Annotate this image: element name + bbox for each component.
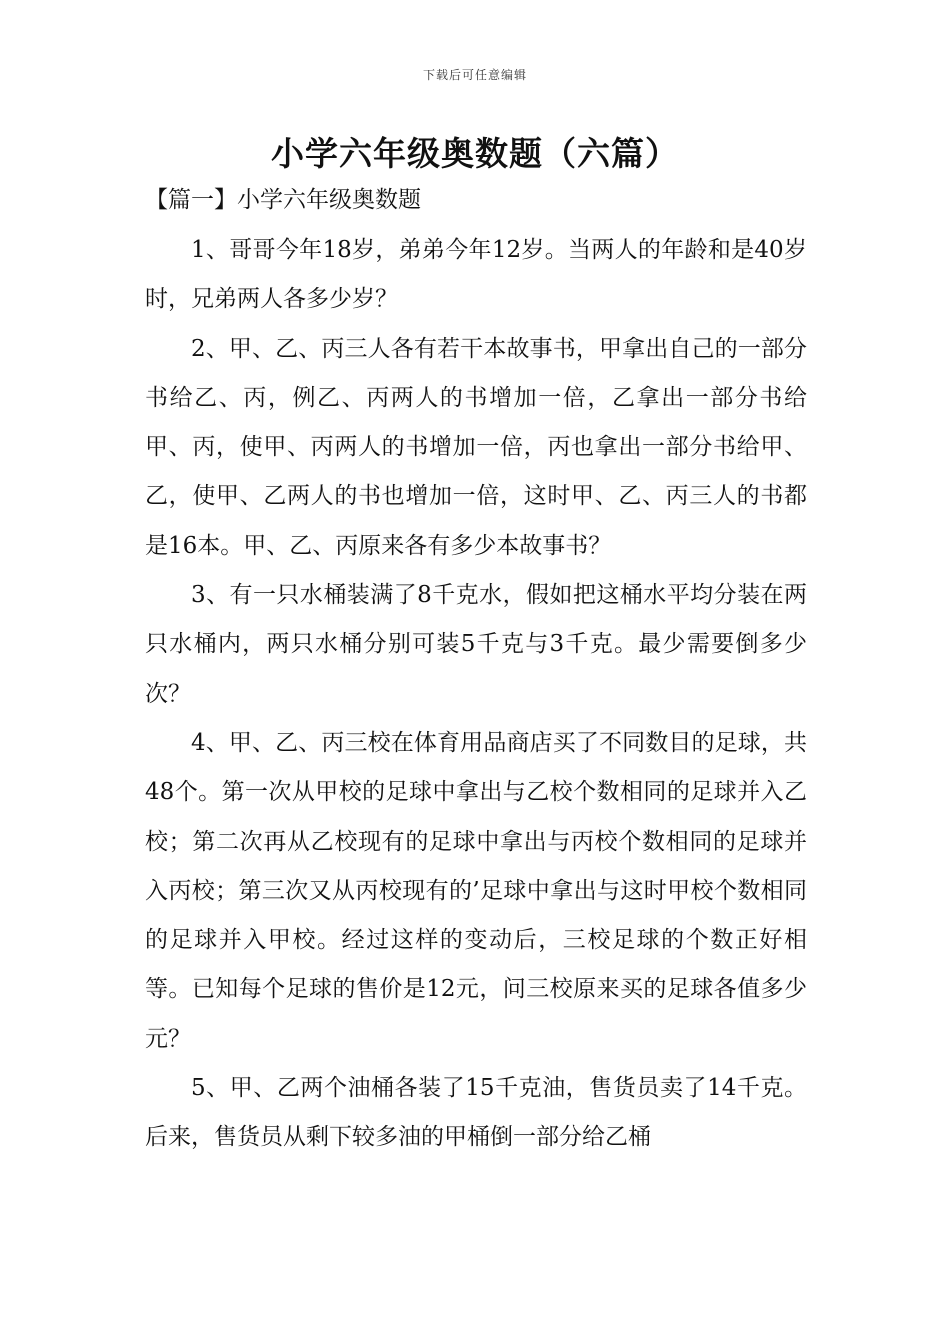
- problem-paragraph: 3、有一只水桶装满了8千克水，假如把这桶水平均分装在两只水桶内，两只水桶分别可装5千克与3千克。最少需要倒多少次？: [145, 582, 807, 707]
- problem-paragraph: 1、哥哥今年18岁，弟弟今年12岁。当两人的年龄和是40岁时，兄弟两人各多少岁？: [145, 237, 807, 313]
- document-body: [145, 226, 807, 1163]
- problem-paragraph: 5、甲、乙两个油桶各装了15千克油，售货员卖了14千克。后来，售货员从剩下较多油的甲桶倒一部分给乙桶: [145, 1075, 807, 1151]
- header-note: 下载后可任意编辑: [422, 68, 527, 82]
- document-title: 小学六年级奥数题（六篇）: [271, 134, 679, 173]
- problem-paragraph: 4、甲、乙、丙三校在体育用品商店买了不同数目的足球，共48个。第一次从甲校的足球中拿出与乙校个数相同的足球并入乙校；第二次再从乙校现有的足球中拿出与丙校个数相同的足球并入丙校；第三次又从丙校现有的’足球中拿出与这时甲校个数相同的足球并入甲校。经过这样的变动后，三校足球的个数正好相等。已知每个足球的售价是12元，问三校原来买的足球各值多少元？: [145, 729, 807, 1052]
- problem-paragraph: 2、甲、乙、丙三人各有若干本故事书，甲拿出自己的一部分书给乙、丙，例乙、丙两人的书增加一倍，乙拿出一部分书给甲、丙，使甲、丙两人的书增加一倍，丙也拿出一部分书给甲、乙，使甲、乙两人的书也增加一倍，这时甲、乙、丙三人的书都是16本。甲、乙、丙原来各有多少本故事书？: [145, 335, 807, 559]
- section-heading: 【篇一】小学六年级奥数题: [145, 187, 421, 213]
